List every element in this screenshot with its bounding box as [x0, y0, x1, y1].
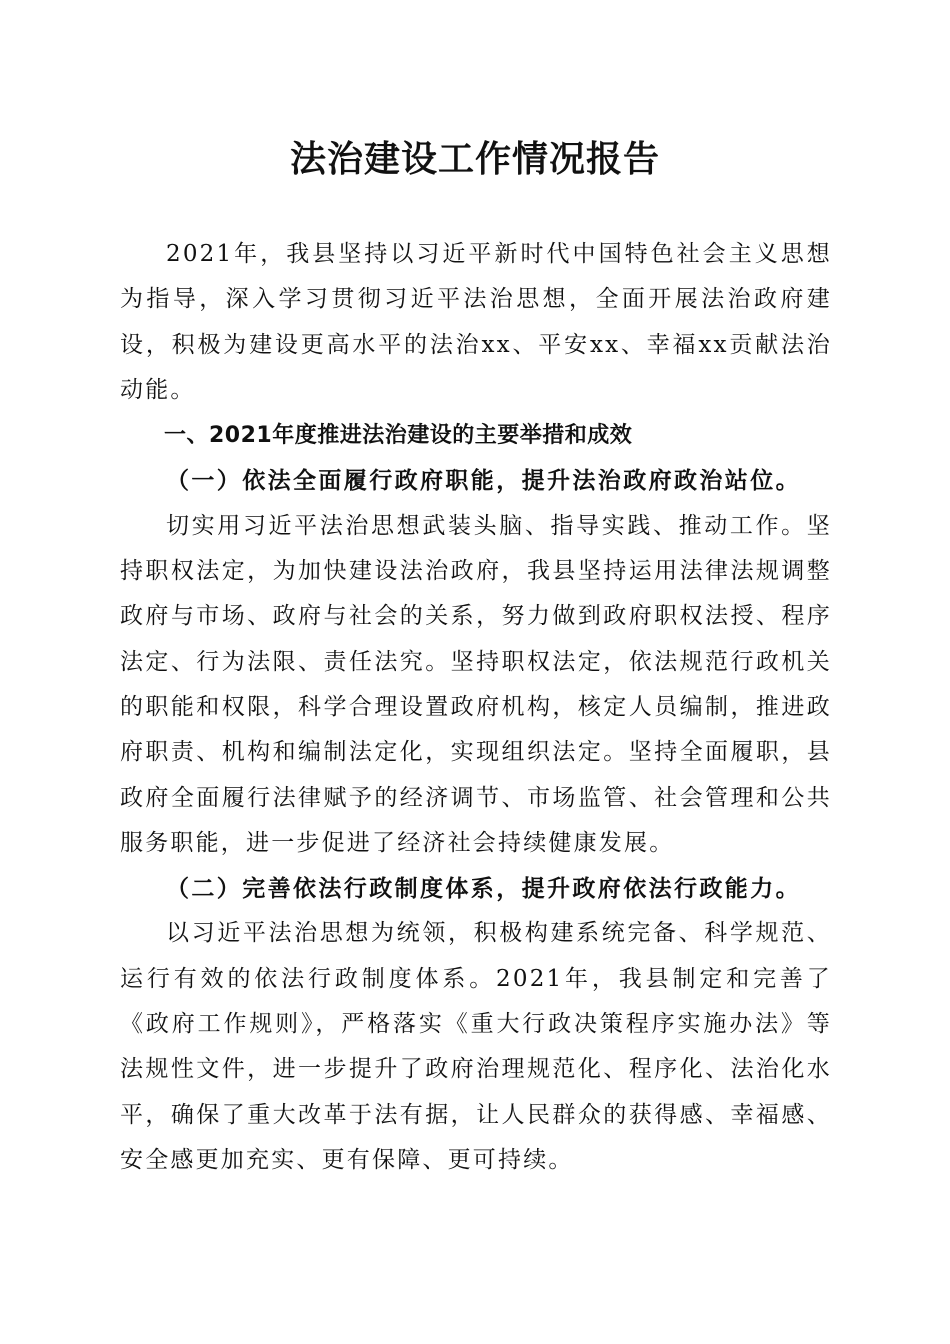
intro-paragraph: 2021年，我县坚持以习近平新时代中国特色社会主义思想为指导，深入学习贯彻习近平法治思想，全面开展法治政府建设，积极为建设更高水平的法治xx、平安xx、幸福xx贡献法治动能。: [120, 241, 832, 403]
subsection-2-paragraph: 以习近平法治思想为统领，积极构建系统完备、科学规范、运行有效的依法行政制度体系。2021年，我县制定和完善了《政府工作规则》，严格落实《重大行政决策程序实施办法》等法规性文件，进一步提升了政府治理规范化、程序化、法治化水平，确保了重大改革于法有据，让人民群众的获得感、幸福感、安全感更加充实、更有保障、更可持续。: [120, 920, 832, 1173]
document-title: 法治建设工作情况报告: [289, 138, 660, 180]
section-heading-1: 一、2021年度推进法治建设的主要举措和成效: [164, 423, 633, 449]
subsection-heading-1: （一）依法全面履行政府职能，提升法治政府政治站位。: [166, 467, 801, 495]
subsection-heading-2: （二）完善依法行政制度体系，提升政府依法行政能力。: [166, 875, 801, 903]
subsection-1-paragraph: 切实用习近平法治思想武装头脑、指导实践、推动工作。坚持职权法定，为加快建设法治政府，我县坚持运用法律法规调整政府与市场、政府与社会的关系，努力做到政府职权法授、程序法定、行为法限、责任法究。坚持职权法定，依法规范行政机关的职能和权限，科学合理设置政府机构，核定人员编制，推进政府职责、机构和编制法定化，实现组织法定。坚持全面履职，县政府全面履行法律赋予的经济调节、市场监管、社会管理和公共服务职能，进一步促进了经济社会持续健康发展。: [120, 512, 832, 856]
document-body: [120, 232, 832, 1183]
